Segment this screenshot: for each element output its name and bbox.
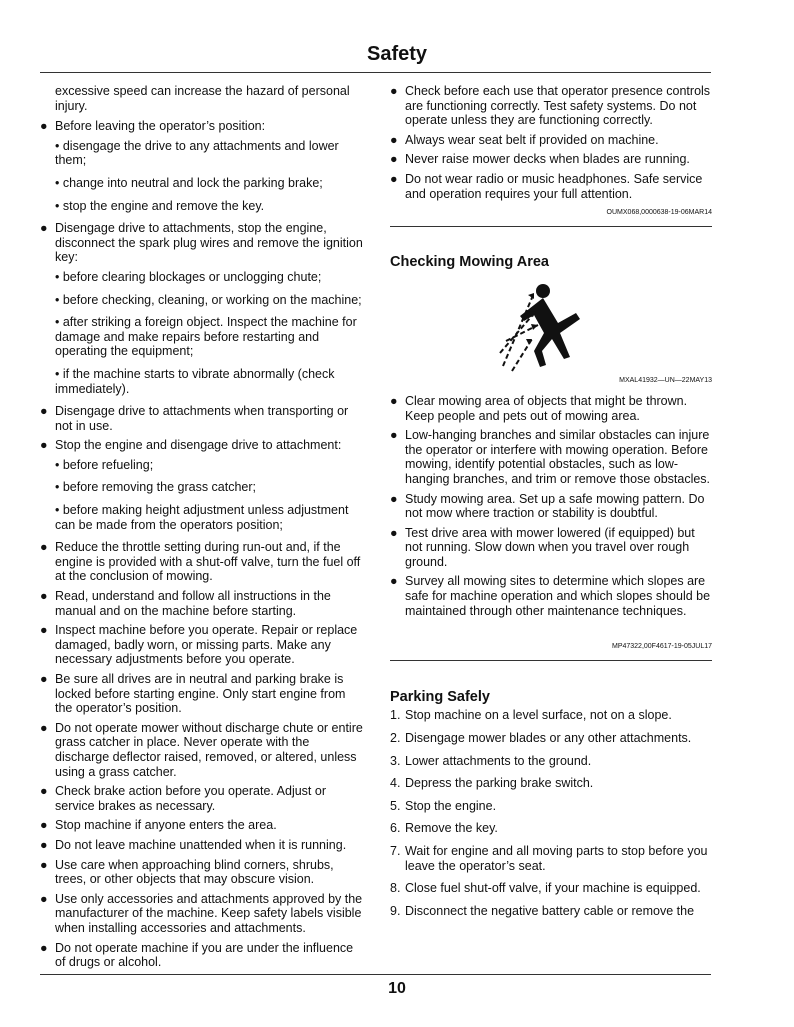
- bullet-text: Do not leave machine unattended when it is running.: [55, 837, 347, 852]
- left-column: [40, 84, 366, 975]
- bullet-text: Survey all mowing sites to determine which slopes are safe for machine operation and which slopes should be maintained through other maintenance techniques.: [405, 574, 711, 618]
- bullet-item: [40, 892, 366, 936]
- step-number: 5.: [390, 798, 401, 813]
- header-rule: [40, 72, 711, 73]
- bullet-item: [390, 152, 712, 167]
- step-number: 6.: [390, 821, 401, 836]
- bullet-icon: ●: [390, 152, 398, 167]
- bullet-item: [40, 858, 366, 887]
- bullet-item: [40, 623, 366, 667]
- bullet-text: Use only accessories and attachments approved by the manufacturer of the machine. Keep safety labels visible when installing accessories and attachments.: [55, 891, 363, 935]
- sub-item: • before checking, cleaning, or working on the machine;: [55, 292, 362, 307]
- parking-step: [390, 904, 712, 919]
- bullet-text: Disengage drive to attachments, stop the engine, disconnect the spark plug wires and remove the ignition key:: [55, 221, 363, 265]
- step-text: Close fuel shut-off valve, if your machine is equipped.: [405, 881, 701, 896]
- bullet-icon: ●: [40, 589, 48, 604]
- parking-step: [390, 799, 712, 814]
- bullet-icon: ●: [390, 393, 398, 408]
- bullet-item: [390, 526, 712, 570]
- step-text: Disengage mower blades or any other attachments.: [405, 731, 692, 746]
- bullet-icon: ●: [390, 574, 398, 589]
- parking-step: [390, 776, 712, 791]
- bullet-text: Never raise mower decks when blades are running.: [405, 152, 690, 167]
- step-text: Wait for engine and all moving parts to stop before you leave the operator’s seat.: [405, 844, 708, 873]
- section-ref: OUMX068,0000638-19-06MAR14: [606, 209, 712, 217]
- sub-item: • if the machine starts to vibrate abnormally (check immediately).: [55, 366, 335, 396]
- step-number: 8.: [390, 881, 401, 896]
- sub-item: • before clearing blockages or unclogging chute;: [55, 269, 322, 284]
- bullet-icon: ●: [40, 438, 48, 453]
- bullet-item: [390, 394, 712, 423]
- section-ref: MP47322,00F4617-19-05JUL17: [611, 643, 712, 651]
- bullet-item: [40, 838, 366, 853]
- bullet-item: [40, 221, 366, 265]
- mowing-bullet-list: [390, 394, 712, 618]
- parking-step: [390, 881, 712, 896]
- sub-item: • disengage the drive to any attachments and lower them;: [55, 138, 339, 168]
- step-text: Lower attachments to the ground.: [405, 753, 592, 768]
- bullet-icon: ●: [40, 837, 48, 852]
- bullet-item: [40, 589, 366, 618]
- page-title: Safety: [366, 43, 428, 65]
- bullet-item: [390, 84, 712, 128]
- bullet-icon: ●: [40, 891, 48, 906]
- bullet-icon: ●: [390, 491, 398, 506]
- bullet-icon: ●: [40, 540, 48, 555]
- bullet-item: [40, 818, 366, 833]
- bullet-text: Use care when approaching blind corners, shrubs, trees, or other objects that may obscure vision.: [55, 857, 334, 887]
- step-number: 3.: [390, 753, 401, 768]
- bullet-item: [390, 133, 712, 148]
- bullet-item: [40, 540, 366, 584]
- sub-item: • before refueling;: [55, 457, 154, 472]
- bullet-text: Do not operate machine if you are under the influence of drugs or alcohol.: [55, 940, 354, 970]
- step-text: Remove the key.: [405, 821, 498, 836]
- bullet-item: [390, 574, 712, 618]
- bullet-item: [390, 428, 712, 486]
- bullet-text: Do not operate mower without discharge chute or entire grass catcher in place. Never operate with the discharge deflector raised, removed, or altered, unless using a grass catcher.: [55, 720, 363, 779]
- bullet-icon: ●: [40, 672, 48, 686]
- intro-text: excessive speed can increase the hazard of personal injury.: [55, 84, 350, 113]
- bullet-text: Before leaving the operator’s position:: [55, 119, 266, 134]
- bullet-text: Disengage drive to attachments when transporting or not in use.: [55, 404, 349, 433]
- parking-step: [390, 708, 712, 723]
- parking-step: [390, 844, 712, 873]
- bullet-icon: ●: [390, 428, 398, 443]
- bullet-icon: ●: [40, 404, 48, 419]
- parking-step: [390, 731, 712, 746]
- step-text: Stop machine on a level surface, not on a slope.: [405, 708, 672, 723]
- footer-rule: [40, 974, 711, 975]
- parking-heading: Parking Safely: [390, 688, 490, 705]
- bullet-text: Reduce the throttle setting during run-out and, if the engine is provided with a shut-off valve, turn the fuel off at the conclusion of mowing.: [55, 540, 361, 584]
- left-bullet-list: [40, 119, 366, 970]
- parking-step: [390, 821, 712, 836]
- page-number: 10: [388, 980, 406, 997]
- step-number: 9.: [390, 903, 401, 918]
- sub-item: • change into neutral and lock the parking brake;: [55, 175, 323, 190]
- bullet-item: [40, 941, 366, 970]
- bullet-icon: ●: [390, 132, 398, 147]
- bullet-text: Read, understand and follow all instructions in the manual and on the machine before starting.: [55, 589, 331, 618]
- sub-item: • stop the engine and remove the key.: [55, 198, 265, 213]
- step-number: 1.: [390, 708, 401, 723]
- thrown-objects-warning-figure: [390, 281, 712, 374]
- bullet-icon: ●: [390, 525, 398, 540]
- step-number: 2.: [390, 731, 401, 746]
- step-number: 4.: [390, 776, 401, 791]
- bullet-text: Always wear seat belt if provided on machine.: [405, 132, 659, 147]
- parking-step: [390, 754, 712, 769]
- bullet-item: [40, 119, 366, 134]
- bullet-item: [40, 672, 366, 716]
- bullet-item: [40, 438, 366, 453]
- sub-item: • before removing the grass catcher;: [55, 480, 257, 495]
- bullet-text: Test drive area with mower lowered (if equipped) but not running. Slow down when you travel over rough ground.: [405, 525, 695, 569]
- right-column: [390, 84, 712, 926]
- step-number: 7.: [390, 844, 401, 858]
- bullet-text: Clear mowing area of objects that might be thrown. Keep people and pets out of mowing area.: [405, 393, 688, 423]
- bullet-icon: ●: [40, 857, 48, 872]
- bullet-item: [40, 721, 366, 779]
- bullet-text: Be sure all drives are in neutral and parking brake is locked before starting engine. Only start engine from the operator’s position.: [55, 672, 346, 716]
- bullet-text: Study mowing area. Set up a safe mowing pattern. Do not mow where traction or stability is doubtful.: [405, 491, 705, 521]
- bullet-item: [40, 404, 366, 433]
- bullet-item: [390, 172, 712, 201]
- bullet-text: Low-hanging branches and similar obstacles can injure the operator or interfere with mowing operation. Before mowing, identify potential obstacles, such as low-hanging branches, and trim or remove those obstacles.: [405, 428, 711, 486]
- step-text: Stop the engine.: [405, 798, 497, 813]
- bullet-icon: ●: [40, 940, 48, 955]
- mowing-heading: Checking Mowing Area: [390, 253, 549, 270]
- bullet-icon: ●: [40, 720, 48, 735]
- top-bullet-list: [390, 84, 712, 201]
- sub-item: • after striking a foreign object. Inspect the machine for damage and make repairs before restarting and operating the equipment;: [55, 315, 357, 359]
- bullet-icon: ●: [40, 221, 48, 236]
- bullet-text: Stop machine if anyone enters the area.: [55, 818, 277, 833]
- sub-item: • before making height adjustment unless adjustment can be made from the operators position;: [55, 503, 349, 532]
- thrown-objects-icon: [498, 281, 598, 374]
- bullet-text: Do not wear radio or music headphones. Safe service and operation requires your full attention.: [405, 171, 703, 201]
- bullet-text: Check before each use that operator presence controls are functioning correctly. Test safety systems. Do not operate unless they are functioning correctly.: [405, 84, 711, 128]
- bullet-icon: ●: [40, 818, 48, 833]
- bullet-text: Check brake action before you operate. Adjust or service brakes as necessary.: [55, 784, 326, 813]
- step-text: Disconnect the negative battery cable or remove the: [405, 903, 695, 918]
- bullet-icon: ●: [40, 119, 48, 134]
- step-text: Depress the parking brake switch.: [405, 776, 594, 791]
- parking-steps-list: [390, 708, 712, 918]
- figure-ref: MXAL41932—UN—22MAY13: [619, 377, 712, 385]
- bullet-icon: ●: [40, 623, 48, 638]
- bullet-text: Inspect machine before you operate. Repair or replace damaged, badly worn, or missing parts. Make any necessary adjustments before you operate.: [55, 623, 358, 667]
- bullet-text: Stop the engine and disengage drive to attachment:: [55, 438, 342, 453]
- bullet-icon: ●: [40, 784, 48, 799]
- bullet-item: [40, 784, 366, 813]
- bullet-icon: ●: [390, 84, 398, 98]
- bullet-item: [390, 492, 712, 521]
- bullet-icon: ●: [390, 171, 398, 186]
